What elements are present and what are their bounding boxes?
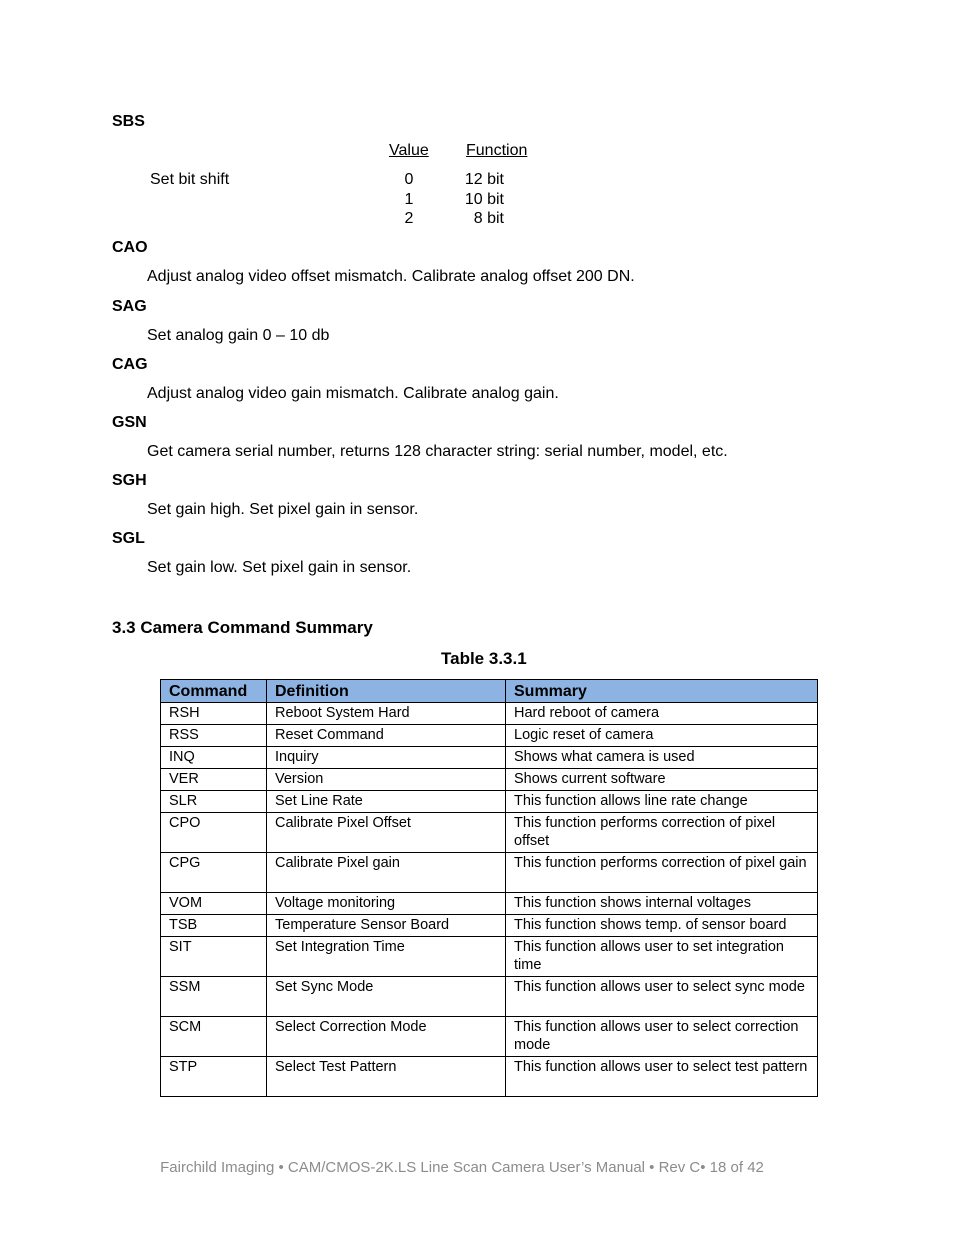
cell-definition: Voltage monitoring bbox=[267, 893, 506, 915]
cell-summary: Hard reboot of camera bbox=[506, 703, 818, 725]
cell-summary: This function shows internal voltages bbox=[506, 893, 818, 915]
sbs-value: 2 bbox=[404, 210, 414, 227]
cell-summary: This function allows user to select correction mode bbox=[506, 1017, 818, 1057]
cell-command: VER bbox=[161, 769, 267, 791]
cell-summary: This function allows user to select sync mode bbox=[506, 977, 818, 1017]
table-row bbox=[161, 703, 818, 725]
cell-definition: Select Correction Mode bbox=[267, 1017, 506, 1057]
command-description: Set gain high. Set pixel gain in sensor. bbox=[147, 501, 419, 518]
cell-command: RSH bbox=[161, 703, 267, 725]
command-heading: SGL bbox=[112, 530, 145, 547]
cell-command: SIT bbox=[161, 937, 267, 977]
table-row bbox=[161, 853, 818, 893]
cell-definition: Reboot System Hard bbox=[267, 703, 506, 725]
cell-definition: Calibrate Pixel gain bbox=[267, 853, 506, 893]
command-description: Set gain low. Set pixel gain in sensor. bbox=[147, 559, 412, 576]
command-summary-table bbox=[160, 679, 818, 1097]
table-row bbox=[161, 747, 818, 769]
cell-command: TSB bbox=[161, 915, 267, 937]
cell-command: VOM bbox=[161, 893, 267, 915]
sbs-value: 0 bbox=[404, 171, 414, 188]
column-header-definition: Definition bbox=[267, 680, 506, 703]
cell-summary: This function allows user to select test pattern bbox=[506, 1057, 818, 1097]
command-description: Set analog gain 0 – 10 db bbox=[147, 327, 330, 344]
command-heading: SAG bbox=[112, 298, 147, 315]
cell-definition: Version bbox=[267, 769, 506, 791]
table-row bbox=[161, 791, 818, 813]
page-footer: Fairchild Imaging • CAM/CMOS-2K.LS Line Scan Camera User’s Manual • Rev C• 18 of 42 bbox=[160, 1159, 764, 1176]
table-title: Table 3.3.1 bbox=[441, 649, 527, 668]
cell-definition: Set Integration Time bbox=[267, 937, 506, 977]
table-row bbox=[161, 1057, 818, 1097]
sbs-heading: SBS bbox=[112, 113, 145, 130]
column-header-command: Command bbox=[161, 680, 267, 703]
command-heading: SGH bbox=[112, 472, 147, 489]
command-description: Adjust analog video offset mismatch. Calibrate analog offset 200 DN. bbox=[147, 268, 635, 285]
cell-command: STP bbox=[161, 1057, 267, 1097]
command-description: Adjust analog video gain mismatch. Calibrate analog gain. bbox=[147, 385, 559, 402]
cell-summary: This function performs correction of pixel offset bbox=[506, 813, 818, 853]
cell-summary: Logic reset of camera bbox=[506, 725, 818, 747]
table-row bbox=[161, 813, 818, 853]
cell-definition: Set Sync Mode bbox=[267, 977, 506, 1017]
command-heading: CAG bbox=[112, 356, 148, 373]
section-title: 3.3 Camera Command Summary bbox=[112, 618, 373, 637]
value-column-header: Value bbox=[389, 142, 429, 159]
cell-definition: Calibrate Pixel Offset bbox=[267, 813, 506, 853]
command-description: Get camera serial number, returns 128 character string: serial number, model, etc. bbox=[147, 443, 728, 460]
cell-command: SSM bbox=[161, 977, 267, 1017]
sbs-function: 10 bit bbox=[464, 191, 504, 208]
cell-command: RSS bbox=[161, 725, 267, 747]
column-header-summary: Summary bbox=[506, 680, 818, 703]
cell-definition: Reset Command bbox=[267, 725, 506, 747]
sbs-function: 8 bit bbox=[473, 210, 504, 227]
table-row bbox=[161, 977, 818, 1017]
cell-command: SCM bbox=[161, 1017, 267, 1057]
cell-summary: This function performs correction of pixel gain bbox=[506, 853, 818, 893]
cell-command: INQ bbox=[161, 747, 267, 769]
table-row bbox=[161, 1017, 818, 1057]
table-row bbox=[161, 937, 818, 977]
cell-definition: Temperature Sensor Board bbox=[267, 915, 506, 937]
cell-command: SLR bbox=[161, 791, 267, 813]
cell-summary: Shows what camera is used bbox=[506, 747, 818, 769]
cell-summary: Shows current software bbox=[506, 769, 818, 791]
cell-command: CPO bbox=[161, 813, 267, 853]
cell-summary: This function allows user to set integration time bbox=[506, 937, 818, 977]
table-row bbox=[161, 725, 818, 747]
table-header-row bbox=[161, 680, 818, 703]
table-row bbox=[161, 893, 818, 915]
cell-definition: Inquiry bbox=[267, 747, 506, 769]
sbs-value: 1 bbox=[404, 191, 414, 208]
table-row bbox=[161, 769, 818, 791]
cell-summary: This function allows line rate change bbox=[506, 791, 818, 813]
table-row bbox=[161, 915, 818, 937]
sbs-label: Set bit shift bbox=[150, 171, 230, 188]
cell-definition: Select Test Pattern bbox=[267, 1057, 506, 1097]
cell-summary: This function shows temp. of sensor board bbox=[506, 915, 818, 937]
sbs-function: 12 bit bbox=[464, 171, 504, 188]
cell-definition: Set Line Rate bbox=[267, 791, 506, 813]
function-column-header: Function bbox=[466, 142, 528, 159]
cell-command: CPG bbox=[161, 853, 267, 893]
command-heading: GSN bbox=[112, 414, 147, 431]
command-heading: CAO bbox=[112, 239, 148, 256]
